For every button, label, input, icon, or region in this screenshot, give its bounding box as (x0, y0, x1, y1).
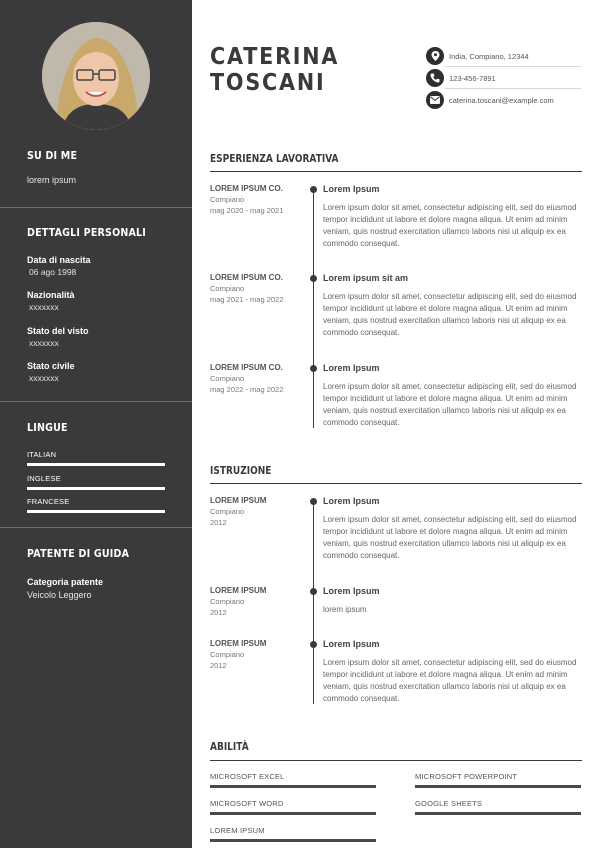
skill-name: MICROSOFT POWERPOINT (415, 772, 518, 781)
language-level-bar (27, 487, 165, 490)
education-title: ISTRUZIONE (210, 466, 272, 478)
visa-status-label: Stato del visto (27, 326, 89, 336)
skill-item (415, 799, 581, 815)
personal-details-section (0, 227, 192, 238)
license-title: PATENTE DI GUIDA (27, 548, 130, 561)
marital-status-value: xxxxxxx (29, 373, 59, 383)
section-rule (210, 760, 582, 761)
contact-email (426, 90, 581, 110)
personal-item (0, 290, 192, 312)
license-section (0, 548, 192, 559)
language-item (27, 497, 165, 513)
year: 2012 (210, 608, 227, 617)
location: Compiano (210, 650, 245, 659)
timeline-dot (310, 498, 317, 505)
language-level-bar (27, 463, 165, 466)
skill-item (210, 799, 376, 815)
company-name: LOREM IPSUM CO. (210, 184, 283, 193)
degree-title: Lorem Ipsum (323, 639, 380, 649)
job-title: Lorem Ipsum (323, 363, 380, 373)
languages-section (0, 422, 192, 433)
marital-status-label: Stato civile (27, 361, 75, 371)
skill-level-bar (210, 839, 376, 842)
nationality-value: xxxxxxx (29, 302, 59, 312)
dates: mag 2022 - mag 2022 (210, 385, 284, 394)
education-timeline (313, 500, 314, 704)
degree-description: Lorem ipsum dolor sit amet, consectetur adipiscing elit, sed do eiusmod tempor incididunt ut labore et dolore magna aliqua. Ut enim ad minim veniam, quis nostrud exercitation ullamco laboris nisi ut aliquip ex ea commodo consequat. (323, 658, 577, 703)
envelope-icon (426, 91, 444, 109)
year: 2012 (210, 518, 227, 527)
skill-item (210, 826, 376, 842)
location: Compiano (210, 507, 245, 516)
dates: mag 2020 - mag 2021 (210, 206, 284, 215)
phone-text: 123-456-7891 (449, 73, 496, 83)
contact-address (426, 46, 581, 66)
location: Compiano (210, 374, 245, 383)
divider (0, 401, 192, 402)
license-value: Veicolo Leggero (27, 590, 92, 600)
contact-phone (426, 68, 581, 88)
degree-title: Lorem Ipsum (323, 496, 380, 506)
timeline-dot (310, 641, 317, 648)
timeline-dot (310, 186, 317, 193)
candidate-name (210, 44, 339, 96)
skill-name: MICROSOFT WORD (210, 799, 284, 808)
skill-item (210, 772, 376, 788)
timeline-dot (310, 588, 317, 595)
job-title: Lorem Ipsum (323, 184, 380, 194)
personal-item (0, 361, 192, 383)
language-level-bar (27, 510, 165, 513)
skill-level-bar (210, 785, 376, 788)
school-name: LOREM IPSUM (210, 586, 267, 595)
degree-title: Lorem Ipsum (323, 586, 380, 596)
email-text[interactable]: caterina.toscani@example.com (449, 95, 554, 105)
job-title: Lorem ipsum sit am (323, 273, 409, 283)
birthdate-value: 06 ago 1998 (29, 267, 77, 277)
languages-title: LINGUE (27, 422, 68, 435)
phone-icon (426, 69, 444, 87)
about-text: lorem ipsum (27, 175, 77, 185)
address-text: India, Compiano, 12344 (449, 51, 529, 61)
degree-description: Lorem ipsum dolor sit amet, consectetur adipiscing elit, sed do eiusmod tempor incididunt ut labore et dolore magna aliqua. Ut enim ad minim veniam, quis nostrud exercitation ullamco laboris nisi ut aliquip ex ea commodo consequat. (323, 515, 577, 560)
language-name: FRANCESE (27, 497, 70, 506)
license-label: Categoria patente (27, 577, 104, 587)
company-name: LOREM IPSUM CO. (210, 273, 283, 282)
location: Compiano (210, 284, 245, 293)
year: 2012 (210, 661, 227, 670)
visa-status-value: xxxxxxx (29, 338, 59, 348)
about-title: SU DI ME (27, 150, 78, 163)
skill-name: GOOGLE SHEETS (415, 799, 483, 808)
nationality-label: Nazionalità (27, 290, 75, 300)
location-pin-icon (426, 47, 444, 65)
about-section (0, 150, 192, 185)
license-item (0, 577, 192, 600)
last-name: TOSCANI (210, 70, 326, 96)
language-name: INGLESE (27, 474, 61, 483)
first-name: CATERINA (210, 44, 340, 70)
experience-timeline (313, 188, 314, 428)
location: Compiano (210, 597, 245, 606)
birthdate-label: Data di nascita (27, 255, 91, 265)
personal-item (0, 326, 192, 348)
skill-name: MICROSOFT EXCEL (210, 772, 285, 781)
personal-details-title: DETTAGLI PERSONALI (27, 227, 147, 240)
personal-item (0, 255, 192, 277)
divider (445, 88, 581, 89)
job-description: Lorem ipsum dolor sit amet, consectetur adipiscing elit, sed do eiusmod tempor incididunt ut labore et dolore magna aliqua. Ut enim ad minim veniam, quis nostrud exercitation ullamco laboris nisi ut aliquip ex ea commodo consequat. (323, 203, 577, 248)
timeline-dot (310, 275, 317, 282)
skill-name: LOREM IPSUM (210, 826, 265, 835)
profile-photo (42, 22, 150, 130)
skills-title: ABILITÀ (210, 742, 249, 754)
skill-level-bar (415, 785, 581, 788)
language-item (27, 474, 165, 490)
dates: mag 2021 - mag 2022 (210, 295, 284, 304)
timeline-dot (310, 365, 317, 372)
skill-item (415, 772, 581, 788)
language-item (27, 450, 165, 466)
language-name: ITALIAN (27, 450, 57, 459)
divider (0, 527, 192, 528)
company-name: LOREM IPSUM CO. (210, 363, 283, 372)
job-description: Lorem ipsum dolor sit amet, consectetur adipiscing elit, sed do eiusmod tempor incididunt ut labore et dolore magna aliqua. Ut enim ad minim veniam, quis nostrud exercitation ullamco laboris nisi ut aliquip ex ea commodo consequat. (323, 292, 577, 337)
divider (0, 207, 192, 208)
section-rule (210, 171, 582, 172)
degree-description: lorem ipsum (323, 605, 367, 614)
school-name: LOREM IPSUM (210, 496, 267, 505)
skill-level-bar (210, 812, 376, 815)
skill-level-bar (415, 812, 581, 815)
school-name: LOREM IPSUM (210, 639, 267, 648)
location: Compiano (210, 195, 245, 204)
sidebar (0, 0, 192, 848)
section-rule (210, 483, 582, 484)
experience-title: ESPERIENZA LAVORATIVA (210, 154, 339, 166)
divider (445, 66, 581, 67)
job-description: Lorem ipsum dolor sit amet, consectetur adipiscing elit, sed do eiusmod tempor incididunt ut labore et dolore magna aliqua. Ut enim ad minim veniam, quis nostrud exercitation ullamco laboris nisi ut aliquip ex ea commodo consequat. (323, 382, 577, 427)
